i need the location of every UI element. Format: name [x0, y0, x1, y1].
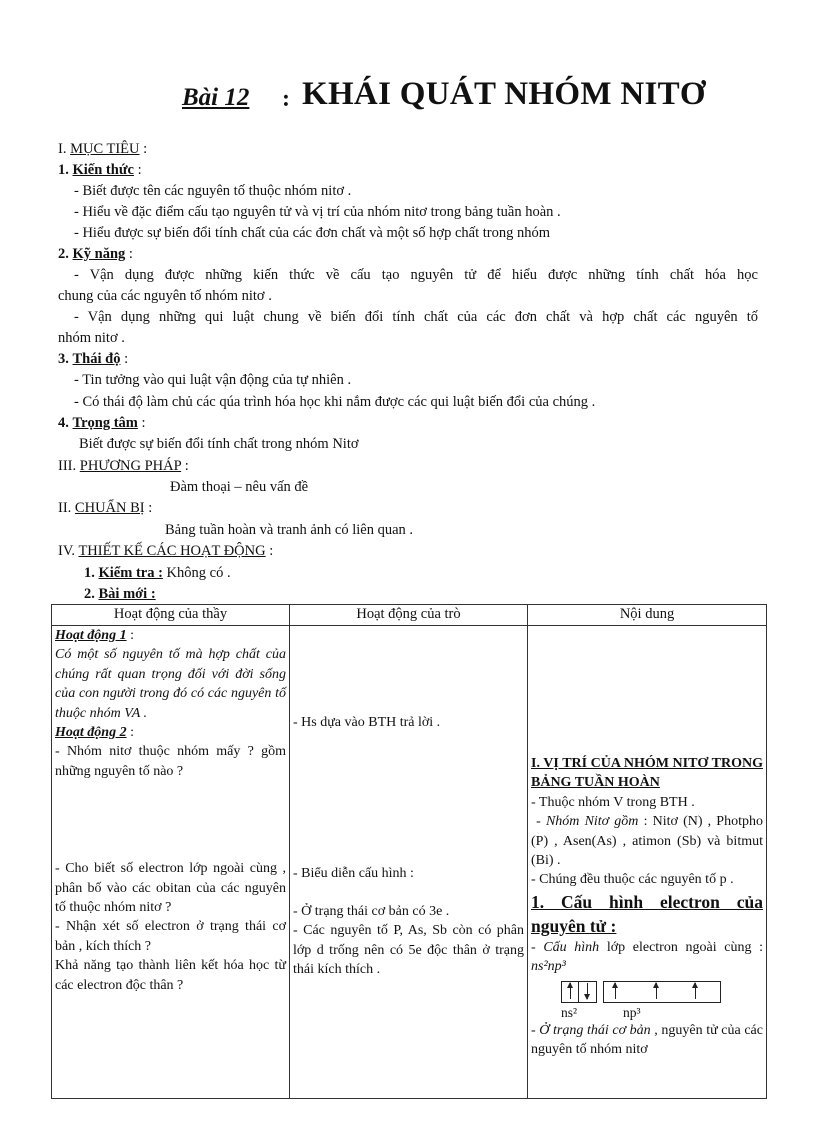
content-p2-label: Nhóm Nitơ gồm: [545, 814, 639, 830]
title-colon: :: [282, 86, 290, 112]
section-suffix: :: [181, 458, 189, 474]
arrow-up-icon: [656, 983, 657, 999]
section-label: PHƯƠNG PHÁP: [79, 458, 182, 474]
section-suffix: :: [137, 415, 146, 431]
phuong-phap-text: Đàm thoại – nêu vấn đề: [170, 479, 309, 495]
kien-thuc-item-2: - Hiểu về đặc điểm cấu tạo nguyên tử và vị trí của nhóm nitơ trong bảng tuần hoàn .: [74, 204, 561, 220]
table-row: [52, 626, 767, 1099]
ky-nang-item-1a: - Vận dụng được những kiến thức về cấu tạo nguyên tử để hiểu được những tính chất hóa học: [74, 267, 758, 283]
section-number: 1.: [84, 565, 95, 581]
thai-do-item-2: - Có thái độ làm chủ các qúa trình hóa học khi nắm được các qui luật biến đổi của chúng .: [74, 394, 596, 410]
section-label: Bài mới :: [98, 586, 156, 602]
thai-do-item-1: - Tin tưởng vào qui luật vận động của tự nhiên .: [74, 372, 352, 388]
section-suffix: :: [133, 162, 142, 178]
content-subheading: [531, 890, 763, 938]
heading-trong-tam: [58, 413, 146, 433]
hd1-label: Hoạt động 1: [55, 628, 127, 643]
content-p2: - Nhóm Nitơ gồm : Nitơ (N) , Photpho (P) , Asen(As) , atimon (Sb) và bitmut (Bi) .: [531, 814, 763, 869]
content-p4-text: lớp electron ngoài cùng :: [599, 939, 763, 955]
section-suffix: :: [125, 246, 133, 262]
content-p5-text: , nguyên tử của các nguyên tố nhóm nitơ: [531, 1022, 763, 1058]
arrow-up-icon: [615, 983, 616, 999]
heading-chuan-bi: [58, 498, 152, 518]
content-heading: I. VỊ TRÍ CỦA NHÓM NITƠ TRONG BẢNG TUẦN HOÀN: [531, 756, 763, 791]
activity-table: [51, 604, 767, 1099]
hd1-suffix: :: [126, 628, 134, 643]
heading-ky-nang: [58, 244, 133, 264]
content-p5-label: Ở trạng thái cơ bản: [539, 1022, 651, 1038]
arrow-down-icon: [587, 983, 588, 999]
ky-nang-item-1b: chung của các nguyên tố nhóm nitơ .: [58, 288, 272, 304]
orbital-diagram: [531, 977, 763, 1021]
header-teacher: Hoạt động của thầy: [52, 605, 290, 626]
content-p3: - Chúng đều thuộc các nguyên tố p .: [531, 872, 734, 888]
section-suffix: :: [139, 141, 148, 157]
section-suffix: :: [144, 500, 153, 516]
hd2-heading: [55, 723, 286, 742]
bai-moi-line: [84, 584, 156, 604]
student-answer-3: - Ở trạng thái cơ bản có 3e .: [293, 903, 450, 919]
ns-label: ns²: [561, 1004, 578, 1020]
np-label: np³: [623, 1004, 641, 1020]
section-label: Kiến thức: [72, 162, 134, 178]
heading-kien-thuc: [58, 160, 142, 180]
teacher-question-1: - Nhóm nitơ thuộc nhóm mấy ? gồm những nguyên tố nào ?: [55, 744, 286, 779]
teacher-question-4: Khả năng tạo thành liên kết hóa học từ các electron độc thân ?: [55, 958, 286, 993]
spacer: [55, 781, 286, 859]
section-number: 4.: [58, 415, 69, 431]
heading-thai-do: [58, 349, 128, 369]
hd1-text: Có một số nguyên tố mà hợp chất của chúng rất quan trọng đối với đời sống của con người trong đó có các nguyên tố thuộc nhóm VA .: [55, 647, 286, 721]
teacher-question-3: - Nhận xét số electron ở trạng thái cơ bản , kích thích ?: [55, 919, 286, 954]
content-p4-label: Cấu hình: [543, 939, 600, 955]
config-formula: ns²np³: [531, 959, 566, 975]
orbital-divider: [578, 981, 579, 1003]
content-p5: - Ở trạng thái cơ bản , nguyên tử của các nguyên tố nhóm nitơ: [531, 1022, 763, 1058]
section-number: 2.: [58, 246, 69, 262]
ky-nang-item-2b: nhóm nitơ .: [58, 330, 125, 346]
heading-phuong-phap: [58, 456, 189, 476]
spacer: [293, 884, 524, 902]
section-number: 2.: [84, 586, 95, 602]
section-label: Trọng tâm: [72, 415, 138, 431]
section-number: III.: [58, 458, 77, 474]
content-p2-text: : Nitơ (N) , Photpho (P) , Asen(As) , atimon (Sb) và bitmut (Bi) .: [531, 814, 763, 869]
spacer: [531, 626, 763, 754]
spacer: [293, 732, 524, 864]
section-number: II.: [58, 500, 72, 516]
lesson-number: Bài 12: [182, 84, 250, 111]
heading-muc-tieu: [58, 139, 147, 159]
header-student: Hoạt động của trò: [290, 605, 528, 626]
section-suffix: :: [265, 543, 274, 559]
np-orbital-box: [603, 981, 721, 1003]
lesson-title: KHÁI QUÁT NHÓM NITƠ: [302, 76, 706, 112]
teacher-cell: [52, 626, 290, 1099]
student-cell: [290, 626, 528, 1099]
section-label: Kiểm tra :: [98, 565, 163, 581]
content-p1: - Thuộc nhóm V trong BTH .: [531, 794, 695, 810]
section-label: Kỹ năng: [72, 246, 126, 262]
student-answer-1: - Hs dựa vào BTH trả lời .: [293, 715, 441, 730]
spacer: [293, 626, 524, 713]
section-number: 3.: [58, 351, 69, 367]
arrow-up-icon: [695, 983, 696, 999]
subheading-text: 1. Cấu hình electron của nguyên tử :: [531, 891, 763, 936]
chuan-bi-text: Bảng tuần hoàn và tranh ảnh có liên quan .: [165, 522, 414, 538]
header-content: Nội dung: [528, 605, 767, 626]
arrow-up-icon: [570, 983, 571, 999]
table-header-row: [52, 605, 767, 626]
kiem-tra-text: Không có .: [162, 565, 231, 581]
hd2-label: Hoạt động 2: [55, 725, 127, 741]
hd2-suffix: :: [126, 725, 134, 741]
student-answer-2: - Biểu diễn cấu hình :: [293, 866, 414, 882]
section-suffix: :: [120, 351, 129, 367]
hd1-heading: [55, 626, 286, 645]
teacher-question-2: - Cho biết số electron lớp ngoài cùng , phân bố vào các obitan của các nguyên tố thuộc nhóm nitơ ?: [55, 861, 286, 916]
section-number: 1.: [58, 162, 69, 178]
content-cell: [528, 626, 767, 1099]
heading-thiet-ke: [58, 541, 273, 561]
section-number: I.: [58, 141, 67, 157]
student-answer-4: - Các nguyên tố P, As, Sb còn có phân lớp d trống nên có 5e độc thân ở trạng thái kích thích .: [293, 923, 524, 978]
section-label: CHUẨN BỊ: [74, 500, 145, 516]
section-label: MỤC TIÊU: [70, 141, 140, 157]
section-label: THIẾT KẾ CÁC HOẠT ĐỘNG: [78, 543, 266, 559]
kiem-tra-line: [84, 563, 231, 583]
kien-thuc-item-1: - Biết được tên các nguyên tố thuộc nhóm nitơ .: [74, 183, 352, 199]
trong-tam-text: Biết được sự biến đổi tính chất trong nhóm Nitơ: [79, 436, 359, 452]
ky-nang-item-2a: - Vận dụng những qui luật chung về biến đổi tính chất của các đơn chất và hợp chất các nguyên tố: [74, 309, 758, 325]
section-label: Thái độ: [72, 351, 121, 367]
kien-thuc-item-3: - Hiểu được sự biến đổi tính chất của các đơn chất và một số hợp chất trong nhóm: [74, 225, 551, 241]
section-number: IV.: [58, 543, 76, 559]
content-p4: - Cấu hình lớp electron ngoài cùng : ns²np³: [531, 939, 763, 975]
